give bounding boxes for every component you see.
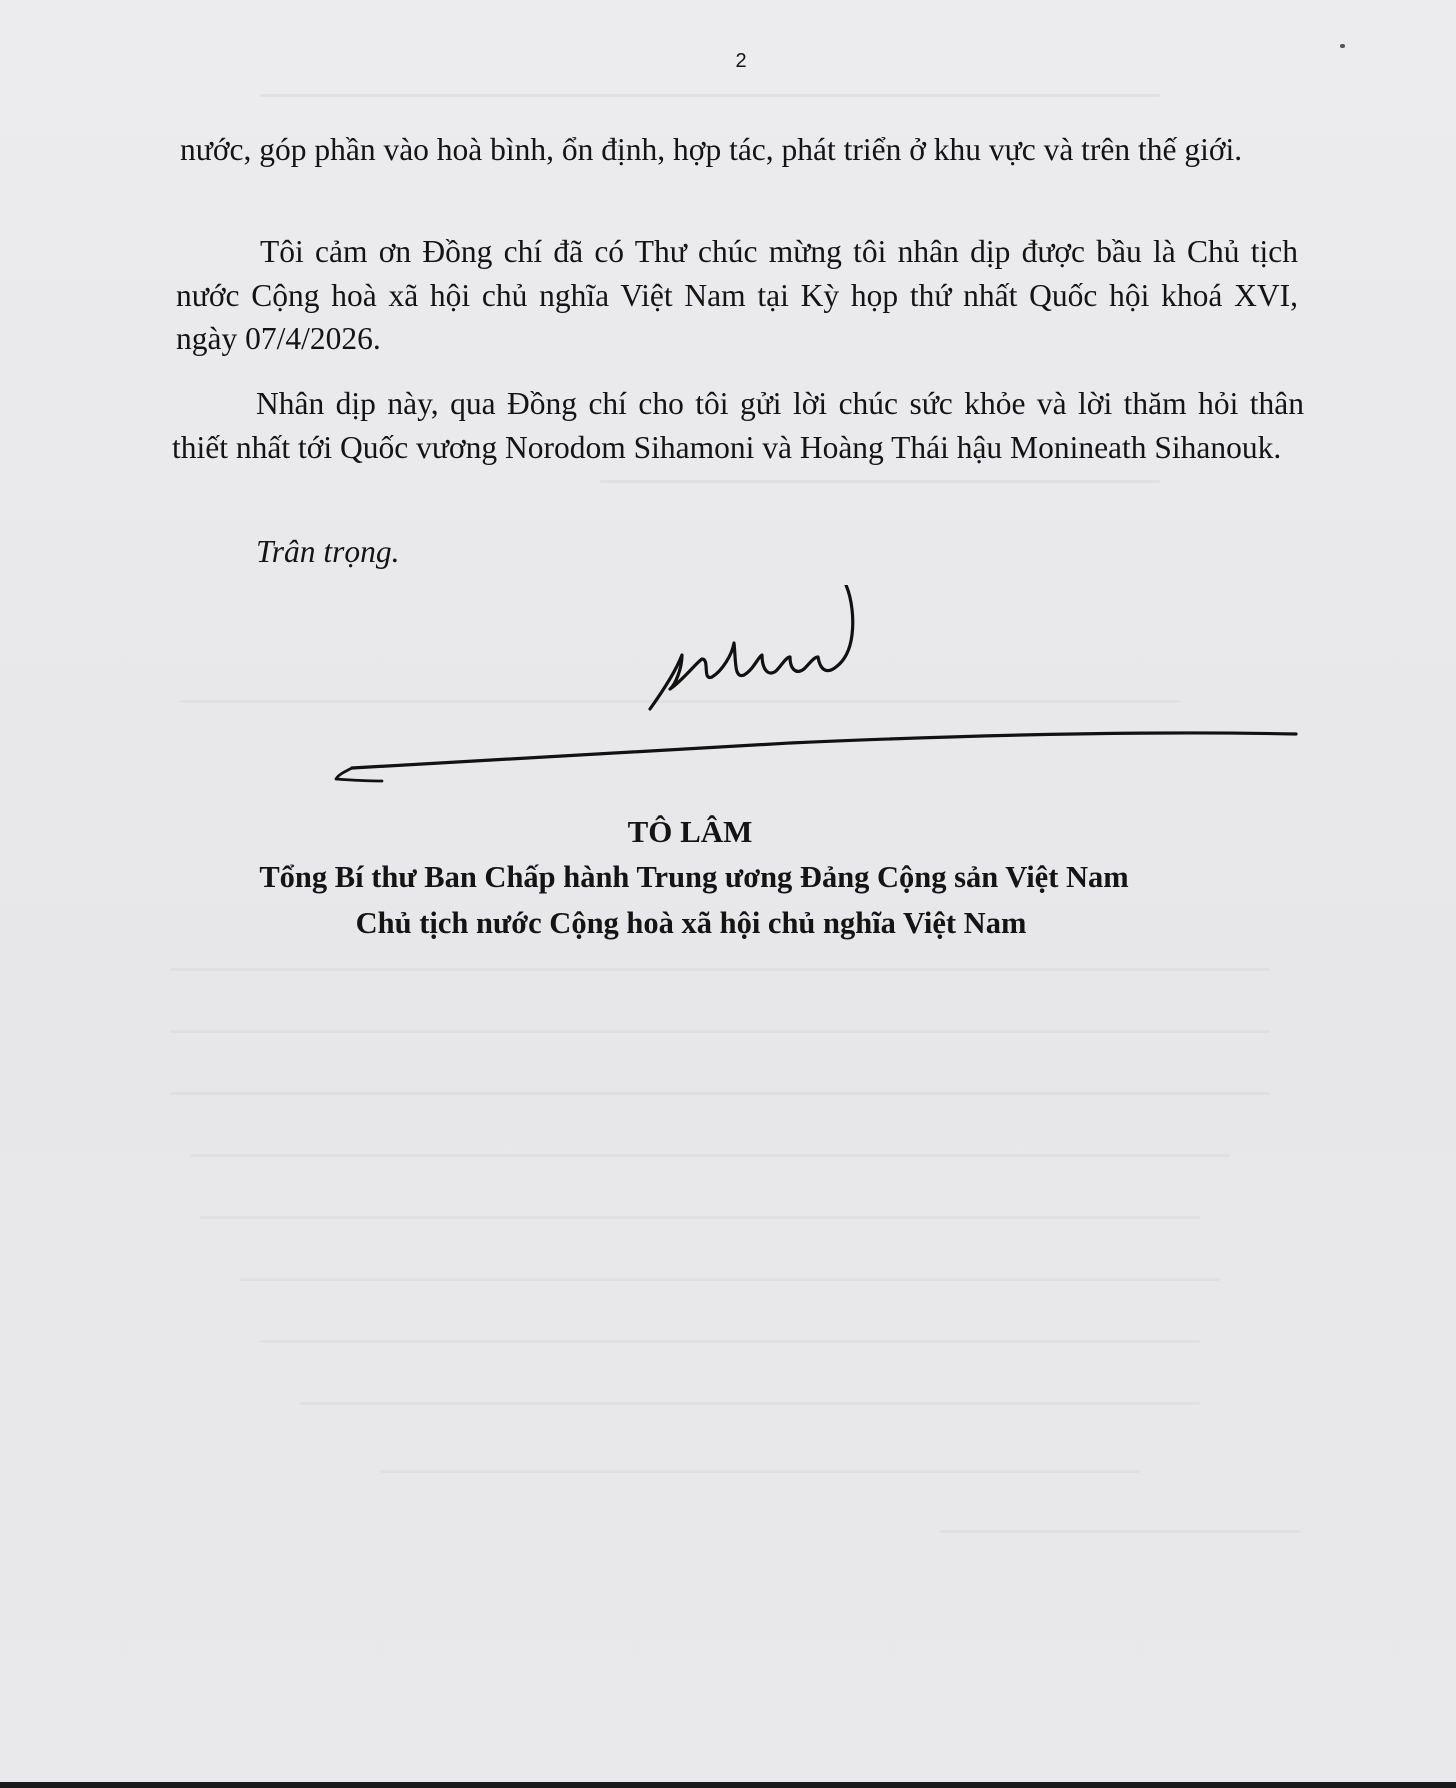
bleed-through-mark [940,1530,1300,1533]
bleed-through-mark [300,1402,1200,1405]
scan-bottom-edge [0,1782,1456,1788]
signatory-title-state: Chủ tịch nước Cộng hoà xã hội chủ nghĩa Việt Nam [355,906,1027,940]
paragraph-continuation: nước, góp phần vào hoà bình, ổn định, hợp tác, phát triển ở khu vực và trên thế giới. [180,132,1243,167]
bleed-through-mark [170,968,1270,971]
bleed-through-mark [170,1030,1270,1033]
bleed-through-mark [260,94,1160,97]
signatory-title-party: Tổng Bí thư Ban Chấp hành Trung ương Đảng Cộng sản Việt Nam [259,860,1129,894]
signatory-name: TÔ LÂM [627,814,753,849]
handwritten-signature [330,585,1310,795]
page-number: 2 [735,50,747,72]
paragraph-thanks: Tôi cảm ơn Đồng chí đã có Thư chúc mừng tôi nhân dịp được bầu là Chủ tịch nước Cộng hoà xã hội chủ nghĩa Việt Nam tại Kỳ họp thứ nhất Quốc hội khoá XVI, ngày 07/4/2026. [176,234,1298,356]
closing-salutation: Trân trọng. [256,534,400,569]
bleed-through-mark [600,480,1160,483]
bleed-through-mark [200,1216,1200,1219]
bleed-through-mark [190,1154,1230,1157]
bleed-through-mark [380,1470,1140,1473]
paragraph-greetings: Nhân dịp này, qua Đồng chí cho tôi gửi lời chúc sức khỏe và lời thăm hỏi thân thiết nhất tới Quốc vương Norodom Sihamoni và Hoàng Thái hậu Monineath Sihanouk. [172,386,1304,465]
bleed-through-mark [170,1092,1270,1095]
bleed-through-mark [260,1340,1200,1343]
bleed-through-mark [240,1278,1220,1281]
scan-speck [1340,44,1345,48]
